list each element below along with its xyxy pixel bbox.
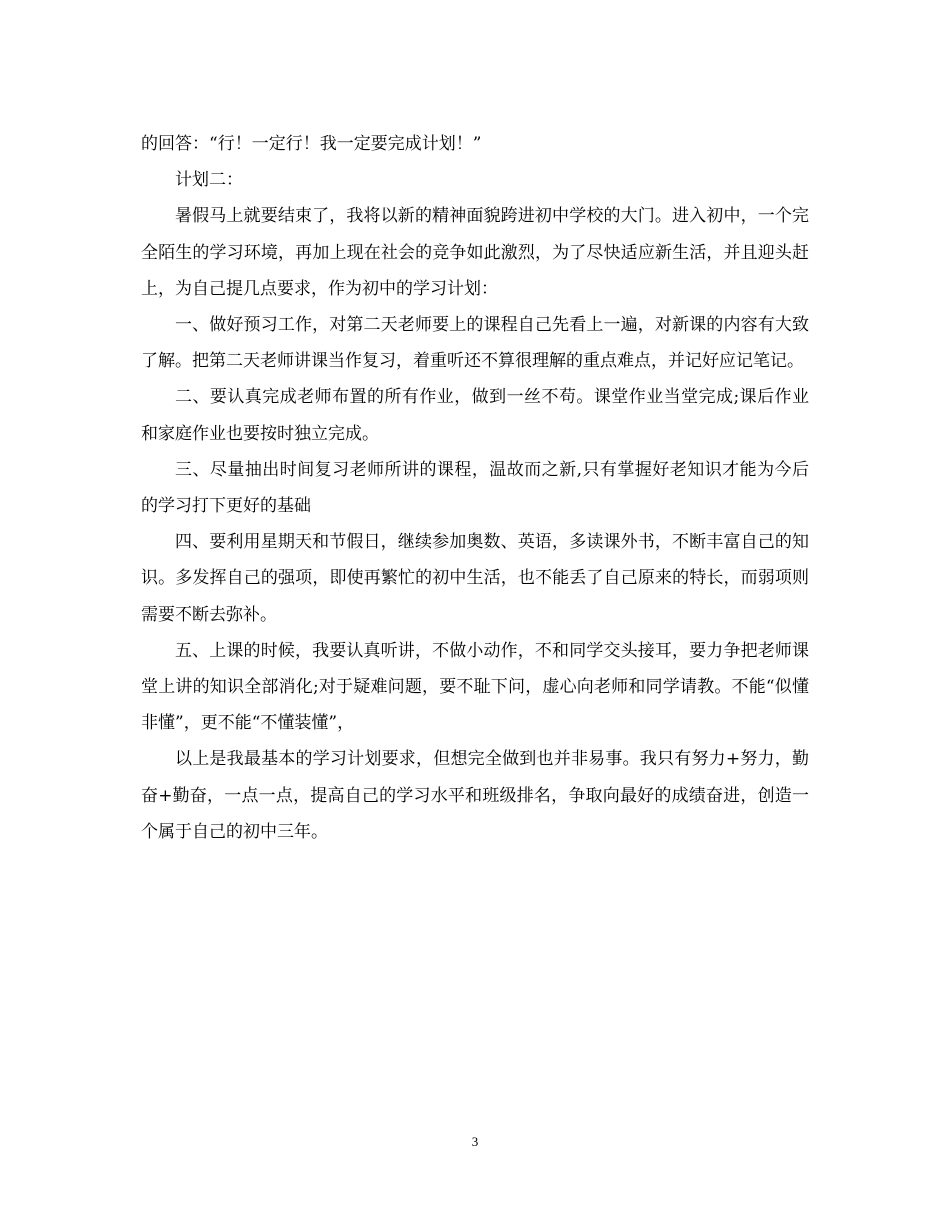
paragraph-continuation: 的回答：“行！一定行！我一定要完成计划！” [141, 134, 482, 154]
paragraph-item-4: 四、要利用星期天和节假日，继续参加奥数、英语，多读课外书，不断丰富自己的知识。多发挥自己的强项，即使再繁忙的初中生活，也不能丢了自己原来的特长，而弱项则需要不断去弥补。 [141, 532, 809, 625]
paragraph-conclusion: 以上是我最基本的学习计划要求，但想完全做到也并非易事。我只有努力+努力，勤奋+勤奋，一点一点，提高自己的学习水平和班级排名，争取向最好的成绩奋进，创造一个属于自己的初中三年。 [141, 749, 809, 842]
paragraph-item-1: 一、做好预习工作，对第二天老师要上的课程自己先看上一遍，对新课的内容有大致了解。把第二天老师讲课当作复习，着重听还不算很理解的重点难点，并记好应记笔记。 [141, 315, 809, 372]
page-number: 3 [471, 1134, 479, 1149]
paragraph-item-5: 五、上课的时候，我要认真听讲，不做小动作，不和同学交头接耳，要力争把老师课堂上讲的知识全部消化;对于疑难问题，要不耻下问，虚心向老师和同学请教。不能“似懂非懂”，更不能“不懂装懂”， [141, 640, 809, 734]
document-body [141, 126, 809, 850]
paragraph-item-3: 三、尽量抽出时间复习老师所讲的课程，温故而之新,只有掌握好老知识才能为今后的学习打下更好的基础 [141, 459, 809, 517]
paragraph-intro: 暑假马上就要结束了，我将以新的精神面貌跨进初中学校的大门。进入初中，一个完全陌生的学习环境，再加上现在社会的竞争如此激烈，为了尽快适应新生活，并且迎头赶上，为自己提几点要求，作为初中的学习计划： [141, 206, 809, 299]
paragraph-item-2: 二、要认真完成老师布置的所有作业，做到一丝不苟。课堂作业当堂完成;课后作业和家庭作业也要按时独立完成。 [141, 387, 809, 444]
section-heading-plan-two: 计划二： [175, 170, 243, 191]
